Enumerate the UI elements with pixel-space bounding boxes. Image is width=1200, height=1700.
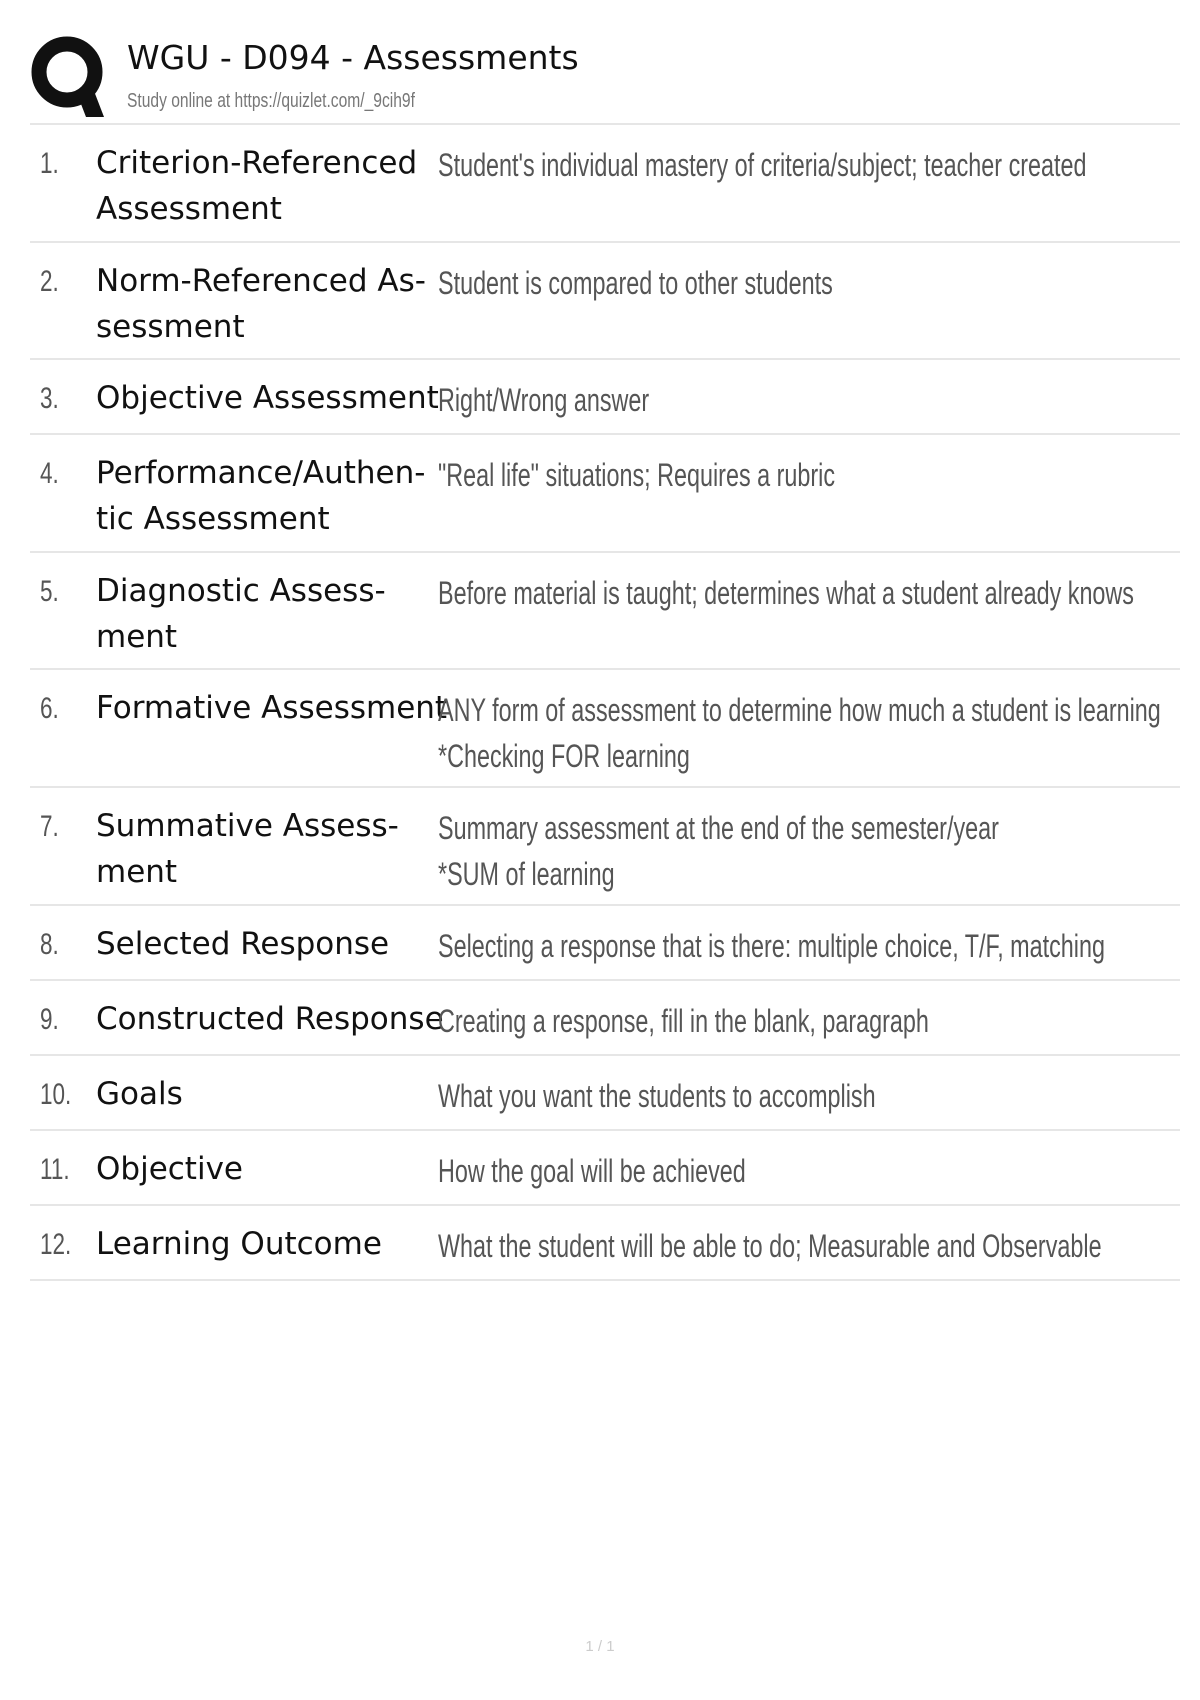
term-name: Diagnostic Assess- ment — [96, 573, 386, 655]
term-name: Criterion-Referenced Assessment — [96, 145, 418, 227]
term-number: 12. — [40, 1228, 72, 1261]
term-row — [30, 906, 1180, 981]
page-number: 1 / 1 — [585, 1638, 615, 1655]
term-name: Learning Outcome — [96, 1226, 382, 1262]
term-definition — [438, 687, 1161, 779]
term-number: 3. — [40, 382, 59, 415]
term-name: Selected Response — [96, 926, 390, 962]
term-definition — [438, 1073, 876, 1119]
term-number: 2. — [40, 265, 59, 298]
page-header — [30, 30, 1180, 125]
term-number: 1. — [40, 147, 59, 180]
term-definition — [438, 142, 1086, 188]
term-number: 8. — [40, 928, 59, 961]
term-row — [30, 1206, 1180, 1281]
study-online-link[interactable]: Study online at https://quizlet.com/_9cih9f — [127, 90, 415, 112]
definition-line: Selecting a response that is there: multiple choice, T/F, matching — [438, 928, 1105, 964]
definition-line: ANY form of assessment to determine how much a student is learning — [438, 692, 1161, 728]
definition-line: What you want the students to accomplish — [438, 1078, 876, 1114]
term-row — [30, 1131, 1180, 1206]
term-name: Norm-Referenced As- sessment — [96, 263, 426, 345]
definition-line: *SUM of learning — [438, 856, 615, 892]
term-definition — [438, 570, 1134, 616]
definition-line: Right/Wrong answer — [438, 382, 650, 418]
term-definition — [438, 998, 929, 1044]
term-name: Summative Assess- ment — [96, 808, 399, 890]
term-number: 7. — [40, 810, 59, 843]
term-name: Goals — [96, 1076, 183, 1112]
definition-line: Student's individual mastery of criteria/subject; teacher created — [438, 147, 1087, 183]
term-row — [30, 553, 1180, 670]
term-definition — [438, 377, 649, 423]
term-row — [30, 981, 1180, 1056]
term-definition — [438, 1148, 746, 1194]
term-definition — [438, 805, 999, 897]
term-number: 9. — [40, 1003, 59, 1036]
document-title: WGU - D094 - Assessments — [127, 38, 579, 77]
term-number: 5. — [40, 575, 59, 608]
definition-line: What the student will be able to do; Measurable and Observable — [438, 1228, 1102, 1264]
term-definition — [438, 452, 835, 498]
term-row — [30, 435, 1180, 553]
term-name: Objective Assessment — [96, 380, 439, 416]
definition-line: Student is compared to other students — [438, 265, 833, 301]
term-name: Formative Assessment — [96, 690, 448, 726]
term-name: Performance/Authen- tic Assessment — [96, 455, 426, 537]
term-definition — [438, 260, 833, 306]
term-definition — [438, 923, 1105, 969]
term-number: 11. — [40, 1153, 70, 1186]
quizlet-logo-icon — [30, 33, 110, 117]
terms-list — [30, 125, 1180, 1281]
definition-line: Before material is taught; determines what a student already knows — [438, 575, 1134, 611]
term-number: 10. — [40, 1078, 72, 1111]
term-row — [30, 1056, 1180, 1131]
definition-line: How the goal will be achieved — [438, 1153, 746, 1189]
term-name: Objective — [96, 1151, 243, 1187]
term-row — [30, 788, 1180, 906]
definition-line: Creating a response, fill in the blank, paragraph — [438, 1003, 929, 1039]
definition-line: "Real life" situations; Requires a rubric — [438, 457, 836, 493]
term-name: Constructed Response — [96, 1001, 444, 1037]
term-row — [30, 360, 1180, 435]
term-row — [30, 243, 1180, 360]
definition-line: Summary assessment at the end of the semester/year — [438, 810, 999, 846]
term-number: 6. — [40, 692, 59, 725]
term-row — [30, 125, 1180, 243]
definition-line: *Checking FOR learning — [438, 738, 690, 774]
term-definition — [438, 1223, 1102, 1269]
term-row — [30, 670, 1180, 788]
term-number: 4. — [40, 457, 59, 490]
